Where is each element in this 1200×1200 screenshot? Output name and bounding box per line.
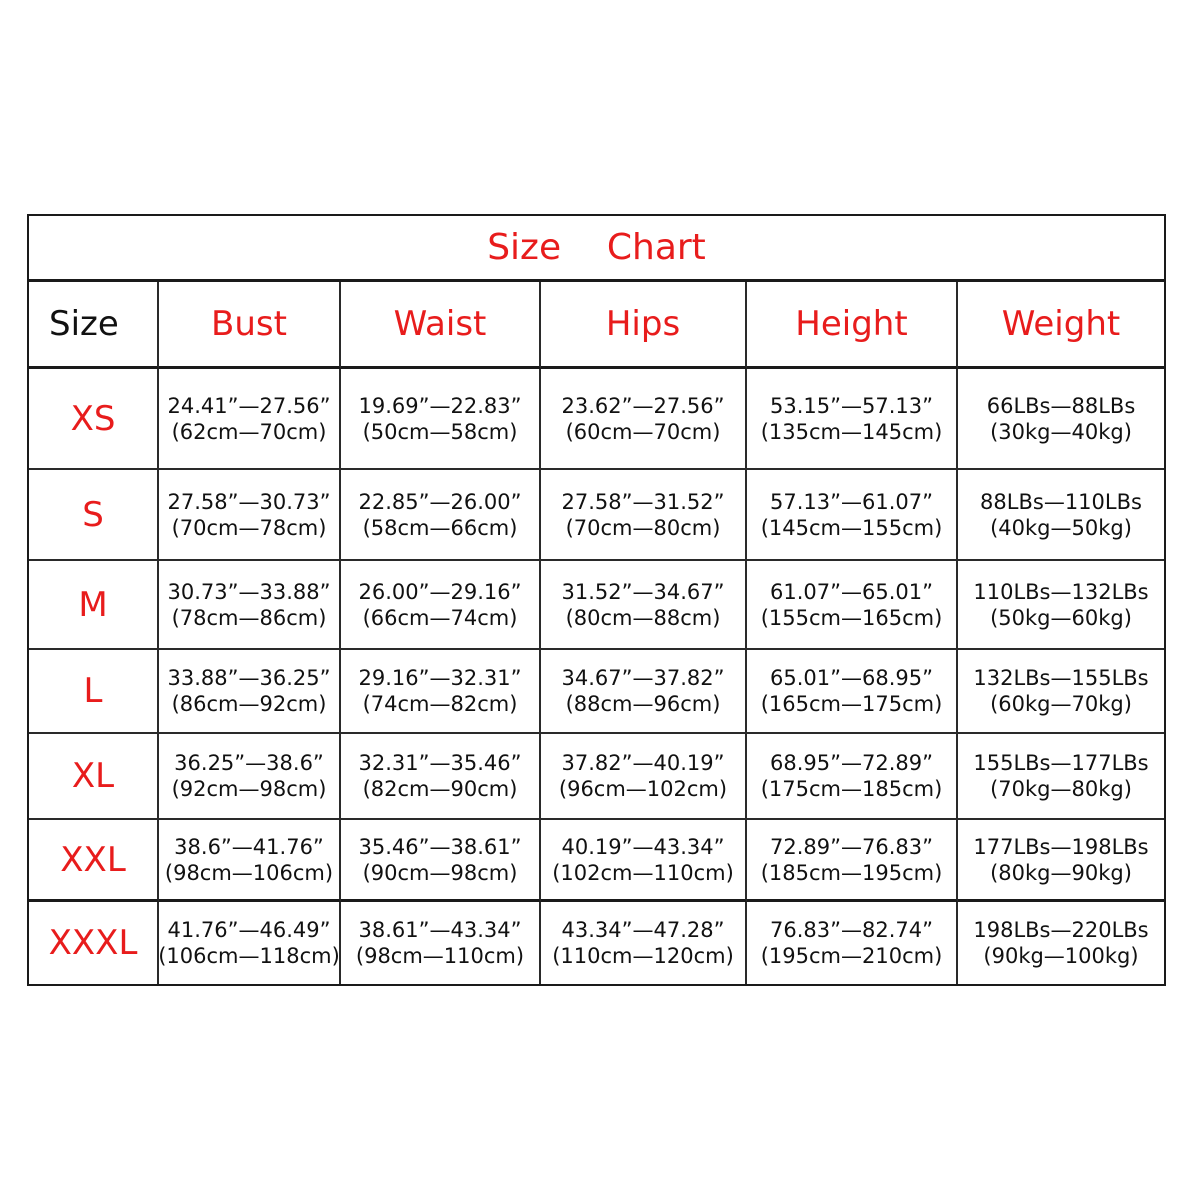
kg-range: (30kg—40kg) (990, 419, 1132, 444)
inch-range: 29.16”—32.31” (358, 666, 522, 690)
bust-cell (159, 470, 341, 561)
inch-range: 19.69”—22.83” (358, 393, 522, 418)
inch-range: 41.76”—46.49” (167, 918, 331, 942)
size-label: XXL (29, 820, 159, 902)
height-cell (747, 561, 958, 650)
inch-range: 35.46”—38.61” (358, 834, 522, 859)
inch-range: 76.83”—82.74” (770, 918, 933, 942)
cm-range: (155cm—165cm) (760, 605, 943, 630)
weight-cell (958, 902, 1164, 984)
header-height: Height (747, 282, 958, 369)
height-cell (747, 470, 958, 561)
bust-cell (159, 734, 341, 820)
size-label: M (29, 561, 159, 650)
cm-range: (70cm—80cm) (565, 515, 721, 540)
lbs-range: 198LBs—220LBs (973, 918, 1149, 942)
cm-range: (78cm—86cm) (171, 605, 327, 630)
lbs-range: 132LBs—155LBs (973, 666, 1149, 690)
waist-cell (341, 902, 541, 984)
height-cell (747, 650, 958, 734)
weight-cell (958, 650, 1164, 734)
header-weight: Weight (958, 282, 1164, 369)
height-cell (747, 734, 958, 820)
kg-range: (70kg—80kg) (990, 777, 1132, 801)
bust-cell (159, 650, 341, 734)
waist-cell (341, 650, 541, 734)
hips-cell (541, 902, 747, 984)
cm-range: (66cm—74cm) (362, 605, 518, 630)
cm-range: (96cm—102cm) (558, 777, 728, 801)
inch-range: 26.00”—29.16” (358, 579, 522, 604)
cm-range: (90cm—98cm) (362, 860, 518, 885)
cm-range: (145cm—155cm) (760, 515, 943, 540)
bust-cell (159, 820, 341, 902)
cm-range: (106cm—118cm) (158, 944, 340, 968)
inch-range: 33.88”—36.25” (167, 666, 331, 690)
size-chart-table (27, 214, 1166, 986)
waist-cell (341, 734, 541, 820)
inch-range: 22.85”—26.00” (358, 489, 522, 514)
bust-cell (159, 369, 341, 470)
inch-range: 57.13”—61.07” (770, 489, 933, 514)
hips-cell (541, 650, 747, 734)
cm-range: (50cm—58cm) (362, 419, 518, 444)
lbs-range: 177LBs—198LBs (973, 834, 1149, 859)
inch-range: 72.89”—76.83” (770, 834, 933, 859)
bust-cell (159, 902, 341, 984)
inch-range: 53.15”—57.13” (770, 393, 933, 418)
size-label: XS (29, 369, 159, 470)
cm-range: (185cm—195cm) (760, 860, 943, 885)
inch-range: 61.07”—65.01” (770, 579, 933, 604)
cm-range: (80cm—88cm) (565, 605, 721, 630)
cm-range: (102cm—110cm) (552, 860, 734, 885)
cm-range: (88cm—96cm) (565, 692, 721, 716)
inch-range: 23.62”—27.56” (561, 393, 725, 418)
header-waist: Waist (341, 282, 541, 369)
weight-cell (958, 561, 1164, 650)
cm-range: (60cm—70cm) (565, 419, 721, 444)
lbs-range: 155LBs—177LBs (973, 751, 1149, 775)
inch-range: 27.58”—31.52” (561, 489, 725, 514)
chart-title: Size Chart (29, 216, 1164, 282)
size-label: XXXL (29, 902, 159, 984)
cm-range: (110cm—120cm) (552, 944, 734, 968)
cm-range: (98cm—110cm) (355, 944, 525, 968)
kg-range: (80kg—90kg) (990, 860, 1132, 885)
inch-range: 40.19”—43.34” (561, 834, 725, 859)
inch-range: 27.58”—30.73” (167, 489, 331, 514)
cm-range: (98cm—106cm) (164, 860, 334, 885)
inch-range: 24.41”—27.56” (167, 393, 331, 418)
size-label: S (29, 470, 159, 561)
cm-range: (175cm—185cm) (760, 777, 943, 801)
height-cell (747, 369, 958, 470)
cm-range: (58cm—66cm) (362, 515, 518, 540)
height-cell (747, 820, 958, 902)
waist-cell (341, 470, 541, 561)
header-hips: Hips (541, 282, 747, 369)
hips-cell (541, 561, 747, 650)
lbs-range: 66LBs—88LBs (986, 393, 1136, 418)
kg-range: (60kg—70kg) (990, 692, 1132, 716)
cm-range: (74cm—82cm) (362, 692, 518, 716)
waist-cell (341, 369, 541, 470)
cm-range: (195cm—210cm) (760, 944, 943, 968)
height-cell (747, 902, 958, 984)
weight-cell (958, 820, 1164, 902)
inch-range: 37.82”—40.19” (561, 751, 725, 775)
inch-range: 38.61”—43.34” (358, 918, 522, 942)
hips-cell (541, 820, 747, 902)
cm-range: (135cm—145cm) (760, 419, 943, 444)
bust-cell (159, 561, 341, 650)
inch-range: 34.67”—37.82” (561, 666, 725, 690)
weight-cell (958, 470, 1164, 561)
inch-range: 30.73”—33.88” (167, 579, 331, 604)
header-bust: Bust (159, 282, 341, 369)
hips-cell (541, 470, 747, 561)
cm-range: (165cm—175cm) (760, 692, 943, 716)
kg-range: (40kg—50kg) (990, 515, 1132, 540)
inch-range: 31.52”—34.67” (561, 579, 725, 604)
inch-range: 32.31”—35.46” (358, 751, 522, 775)
size-label: XL (29, 734, 159, 820)
lbs-range: 88LBs—110LBs (980, 489, 1142, 514)
waist-cell (341, 820, 541, 902)
inch-range: 36.25”—38.6” (174, 751, 324, 775)
hips-cell (541, 369, 747, 470)
inch-range: 38.6”—41.76” (174, 834, 324, 859)
cm-range: (62cm—70cm) (171, 419, 327, 444)
waist-cell (341, 561, 541, 650)
weight-cell (958, 734, 1164, 820)
cm-range: (70cm—78cm) (171, 515, 327, 540)
cm-range: (82cm—90cm) (362, 777, 518, 801)
cm-range: (92cm—98cm) (171, 777, 327, 801)
inch-range: 43.34”—47.28” (561, 918, 725, 942)
cm-range: (86cm—92cm) (171, 692, 327, 716)
size-label: L (29, 650, 159, 734)
kg-range: (90kg—100kg) (983, 944, 1139, 968)
inch-range: 68.95”—72.89” (770, 751, 933, 775)
lbs-range: 110LBs—132LBs (973, 579, 1149, 604)
kg-range: (50kg—60kg) (990, 605, 1132, 630)
inch-range: 65.01”—68.95” (770, 666, 933, 690)
header-size: Size (29, 282, 159, 369)
weight-cell (958, 369, 1164, 470)
hips-cell (541, 734, 747, 820)
